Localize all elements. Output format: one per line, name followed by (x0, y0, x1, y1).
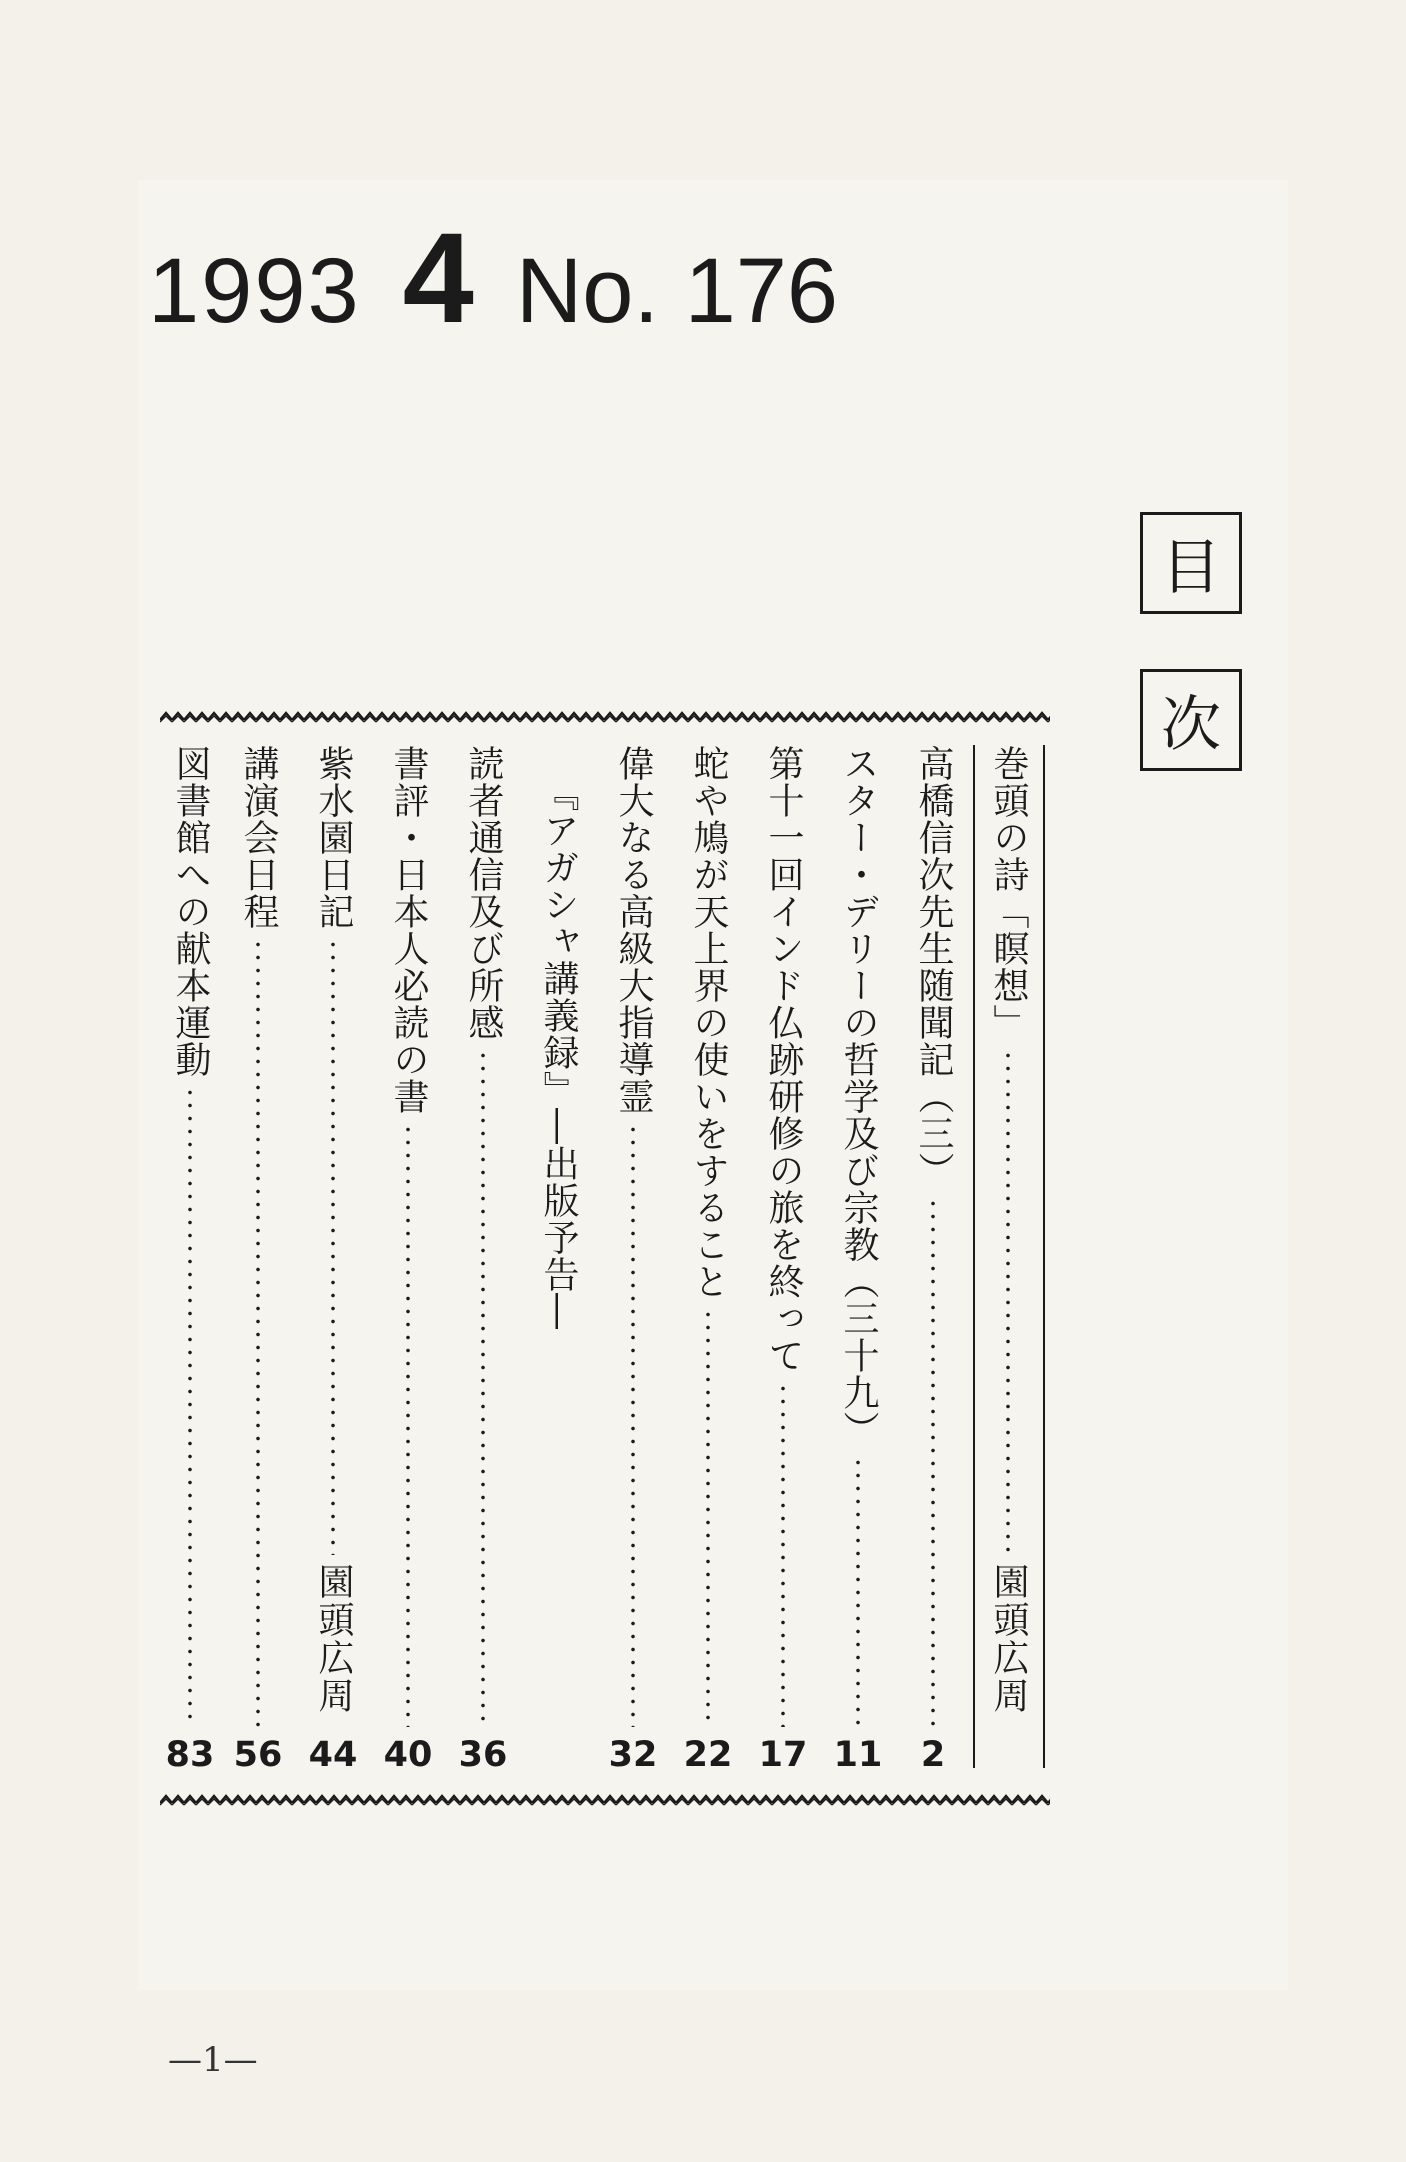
leader-dots (331, 938, 335, 1555)
toc-entry-title: 読者通信及び所感 (463, 745, 504, 1041)
toc-entry-page: 22 (683, 1735, 733, 1775)
leader-dots (631, 1123, 635, 1727)
leader-dots (1006, 1049, 1010, 1555)
toc-heading-char-1: 目 (1140, 512, 1242, 614)
toc-entry[interactable] (303, 745, 363, 1775)
toc-entry-title: 『アガシャ講義録』―出版予告― (538, 775, 579, 1330)
toc-entry-title: 第十一回インド仏跡研修の旅を終って (763, 745, 804, 1374)
toc-entry[interactable] (603, 745, 663, 1775)
toc-entry-title: 高橋信次先生随聞記（三） (913, 745, 954, 1189)
toc-entry-title: 巻頭の詩「瞑想」 (988, 745, 1029, 1041)
toc-divider-inner (973, 745, 975, 1768)
toc-entry-title: 紫水園日記 (313, 745, 354, 930)
toc-entry[interactable] (228, 745, 288, 1775)
issue-year: 1993 (148, 240, 361, 342)
leader-dots (706, 1308, 710, 1727)
toc-entry-page: 11 (833, 1735, 883, 1775)
toc-entry-author: 園頭広周 (313, 1563, 354, 1715)
leader-dots (256, 938, 260, 1727)
toc-heading-char-2: 次 (1140, 669, 1242, 771)
leader-dots (781, 1382, 785, 1727)
toc-entry-title: スター・デリーの哲学及び宗教（三十九） (838, 745, 879, 1448)
table-of-contents (160, 745, 1050, 1775)
issue-month: 4 (402, 207, 474, 350)
toc-entry-title: 蛇や鳩が天上界の使いをすること (688, 745, 729, 1300)
toc-entry-page: 32 (608, 1735, 658, 1775)
page-number: —1— (168, 2040, 258, 2080)
toc-heading (1140, 512, 1242, 771)
toc-entry[interactable] (903, 745, 963, 1775)
toc-entry[interactable] (160, 745, 220, 1775)
toc-entry-page: 83 (165, 1735, 215, 1775)
leader-dots (188, 1086, 192, 1727)
toc-entry-page: 40 (383, 1735, 433, 1775)
toc-entry-page: 2 (920, 1735, 946, 1775)
toc-entry-title: 講演会日程 (238, 745, 279, 930)
leader-dots (856, 1456, 860, 1727)
issue-number: No. 176 (515, 240, 839, 342)
toc-entry[interactable] (453, 745, 513, 1775)
toc-entry-title: 偉大なる高級大指導霊 (613, 745, 654, 1115)
top-border-ornament (160, 710, 1050, 724)
issue-header (148, 205, 839, 350)
toc-entry[interactable] (528, 745, 588, 1330)
leader-dots (931, 1197, 935, 1727)
toc-entry-page: 36 (458, 1735, 508, 1775)
bottom-border-ornament (160, 1793, 1050, 1807)
toc-entry[interactable] (378, 745, 438, 1775)
toc-divider-outer (1043, 745, 1045, 1768)
toc-entry-title: 図書館への献本運動 (170, 745, 211, 1078)
leader-dots (406, 1123, 410, 1727)
toc-entry-page: 56 (233, 1735, 283, 1775)
toc-entry[interactable] (828, 745, 888, 1775)
toc-entry[interactable] (978, 745, 1038, 1775)
toc-entry[interactable] (753, 745, 813, 1775)
toc-entry[interactable] (678, 745, 738, 1775)
toc-entry-author: 園頭広周 (988, 1563, 1029, 1715)
toc-entry-page: 17 (758, 1735, 808, 1775)
toc-entry-page: 44 (308, 1735, 358, 1775)
toc-entry-title: 書評・日本人必読の書 (388, 745, 429, 1115)
leader-dots (481, 1049, 485, 1727)
